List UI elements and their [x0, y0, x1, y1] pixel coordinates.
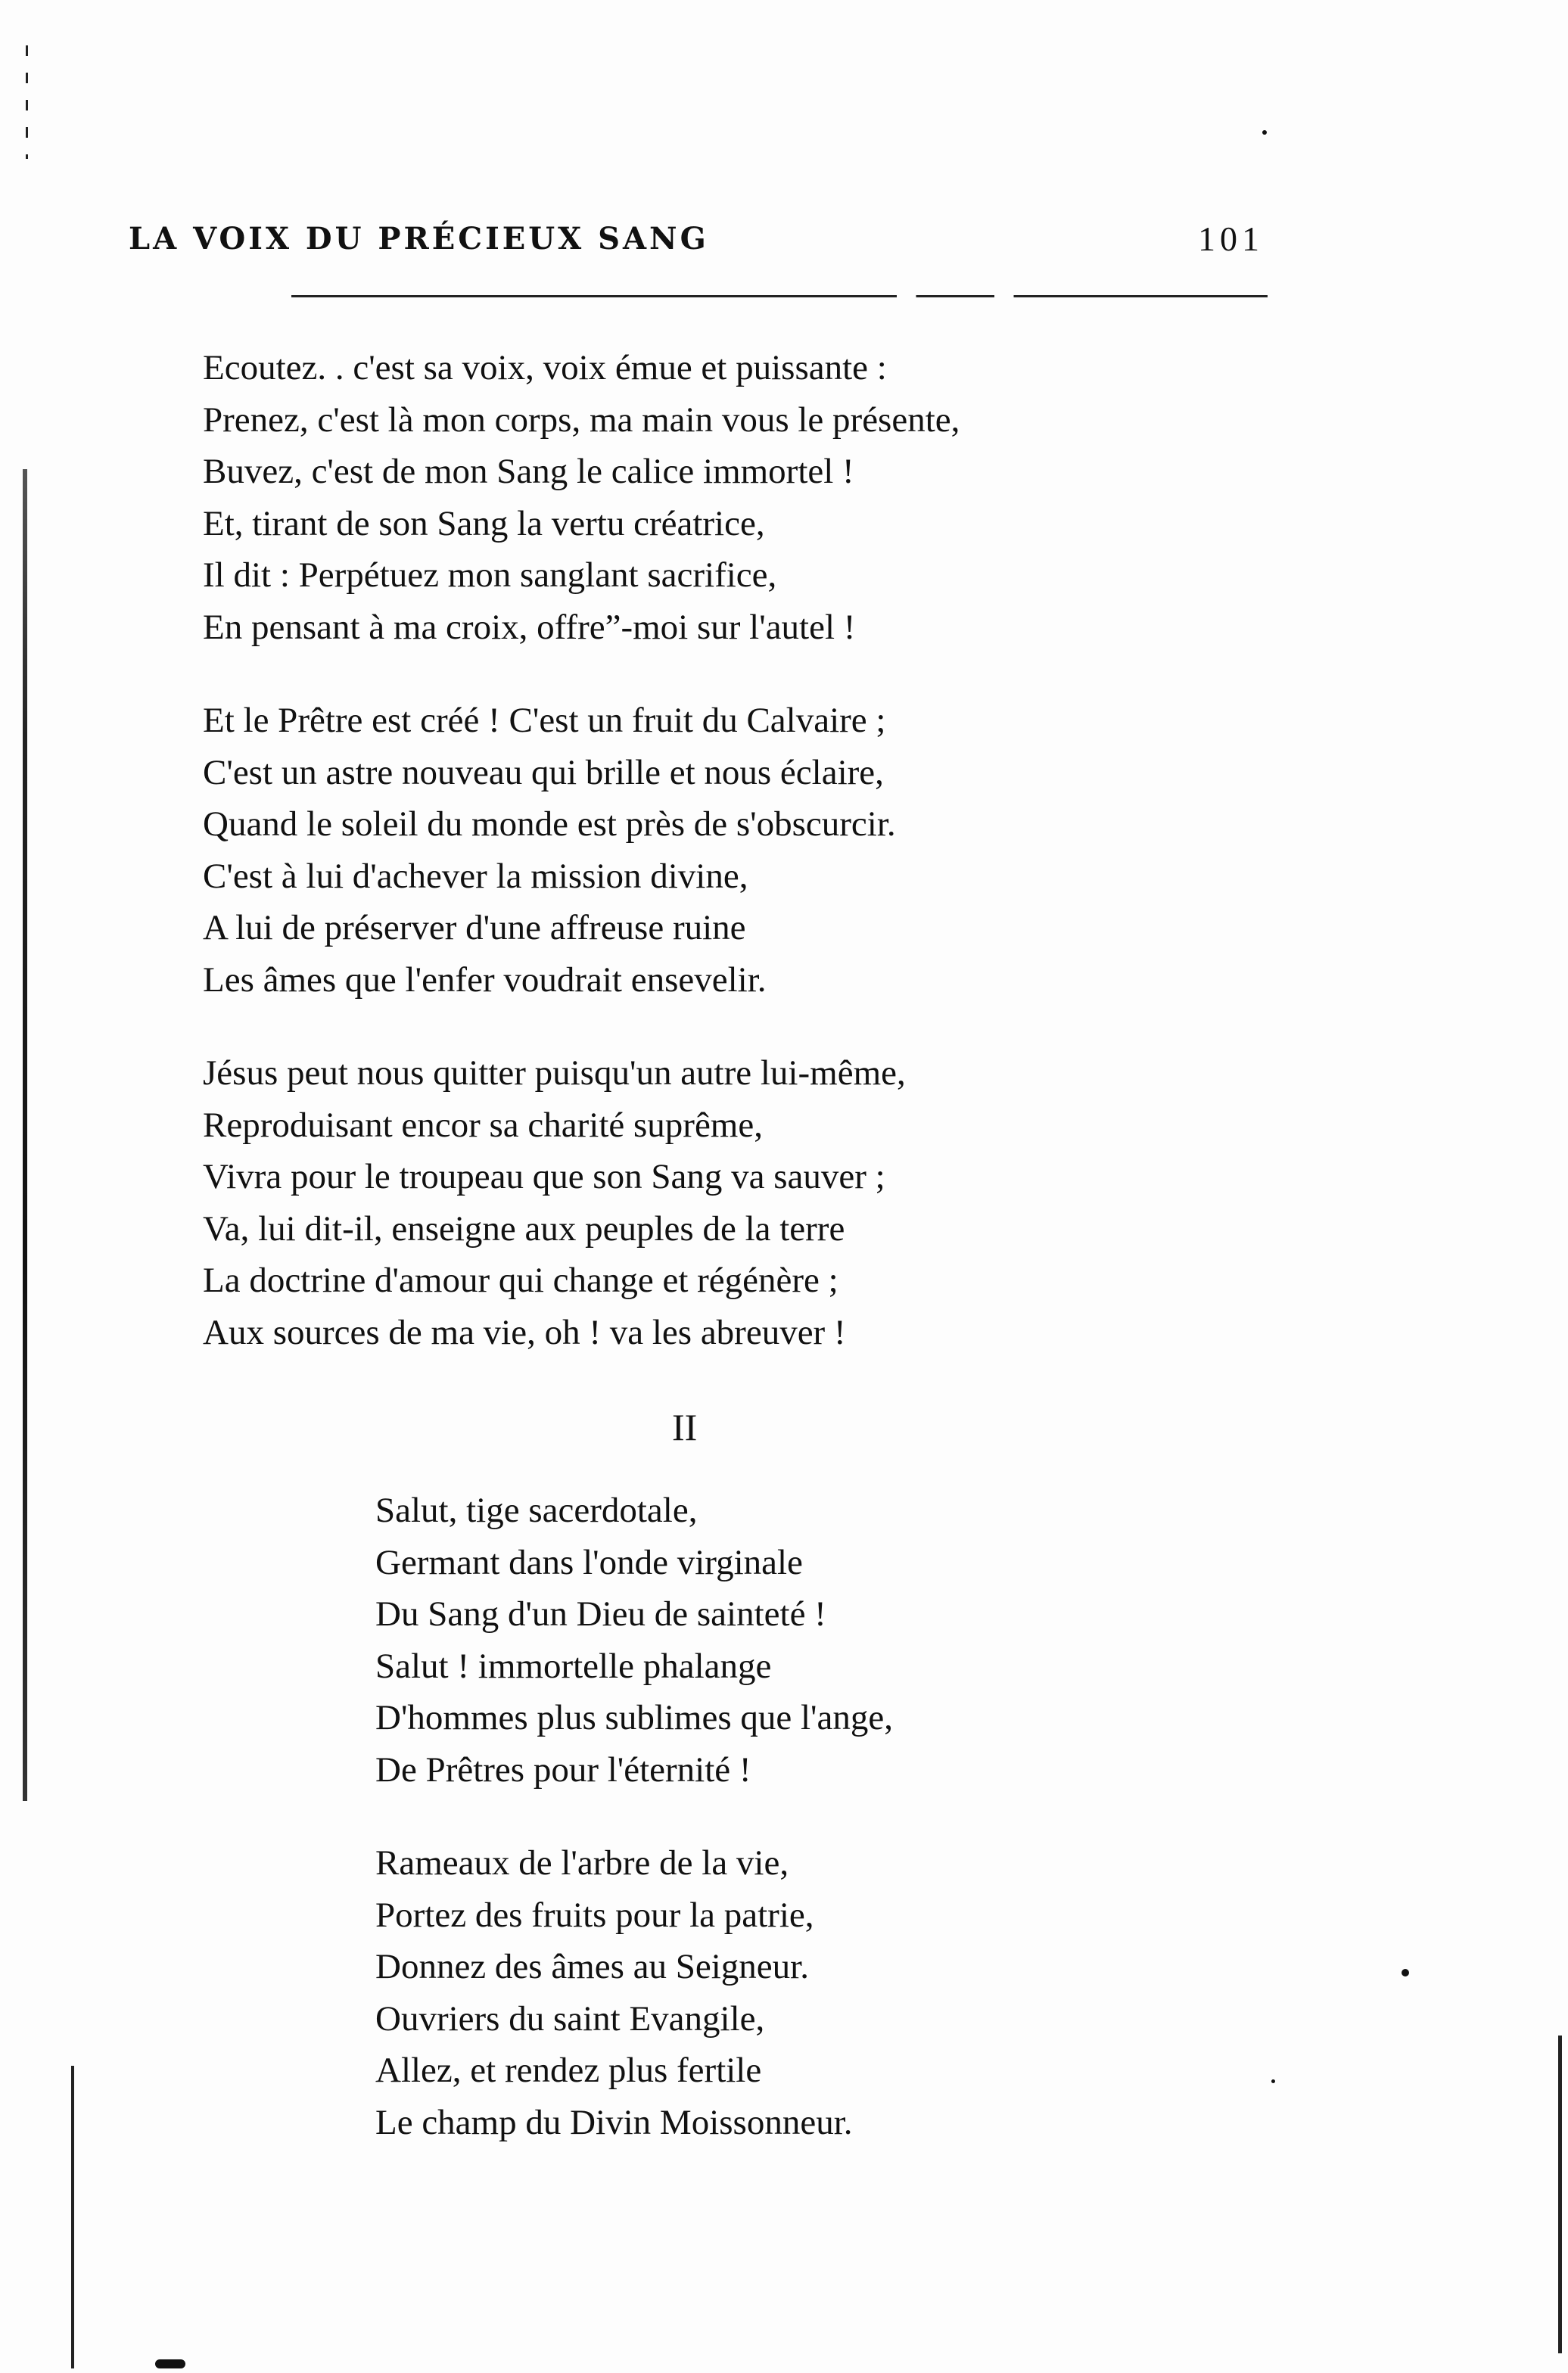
scan-edge-mark: [1558, 2036, 1562, 2353]
scan-speck: [1402, 1969, 1409, 1976]
scan-edge-mark: [71, 2066, 74, 2368]
scan-edge-mark: [23, 469, 27, 1801]
verse-line: Allez, et rendez plus fertile: [375, 2051, 762, 2090]
verse-line: Il dit : Perpétuez mon sanglant sacrifice,: [203, 555, 777, 595]
stanza: [203, 342, 960, 653]
verse-line: Du Sang d'un Dieu de sainteté !: [375, 1594, 826, 1634]
scan-speck: [1262, 130, 1267, 135]
section-number: II: [672, 1406, 698, 1448]
verse-line: Prenez, c'est là mon corps, ma main vous le présente,: [203, 400, 960, 440]
verse-line: C'est à lui d'achever la mission divine,: [203, 856, 748, 896]
verse-line: Portez des fruits pour la patrie,: [375, 1895, 814, 1935]
verse-line: Ouvriers du saint Evangile,: [375, 1998, 765, 2039]
verse-line: En pensant à ma croix, offreˮ-moi sur l'autel !: [203, 607, 856, 647]
verse-line: A lui de préserver d'une affreuse ruine: [203, 908, 746, 947]
verse-line: Aux sources de ma vie, oh ! va les abreuver !: [203, 1312, 846, 1352]
stanza: [375, 1485, 893, 1796]
stanza: [375, 1837, 853, 2148]
verse-line: Ecoutez. . c'est sa voix, voix émue et puissante :: [203, 348, 887, 387]
verse-line: Quand le soleil du monde est près de s'obscurcir.: [203, 804, 896, 844]
stanza: [203, 1047, 906, 1358]
page-number: 101: [1198, 219, 1264, 258]
verse-line: Reproduisant encor sa charité suprême,: [203, 1105, 763, 1145]
scan-edge-mark: [26, 45, 28, 159]
verse-line: C'est un astre nouveau qui brille et nous éclaire,: [203, 752, 884, 792]
verse-line: La doctrine d'amour qui change et régénère ;: [203, 1261, 838, 1300]
verse-line: Et, tirant de son Sang la vertu créatrice,: [203, 503, 765, 543]
verse-line: Salut, tige sacerdotale,: [375, 1491, 698, 1530]
header-rule: [291, 295, 1268, 297]
stanza: [203, 695, 896, 1006]
verse-line: Et le Prêtre est créé ! C'est un fruit du Calvaire ;: [203, 701, 886, 740]
verse-line: Le champ du Divin Moissonneur.: [375, 2102, 853, 2142]
verse-line: Buvez, c'est de mon Sang le calice immortel !: [203, 452, 854, 491]
verse-line: Salut ! immortelle phalange: [375, 1646, 772, 1686]
verse-line: Jésus peut nous quitter puisqu'un autre lui-même,: [203, 1053, 906, 1093]
verse-line: Vivra pour le troupeau que son Sang va sauver ;: [203, 1157, 885, 1196]
verse-line: Germant dans l'onde virginale: [375, 1542, 803, 1582]
verse-line: De Prêtres pour l'éternité !: [375, 1749, 751, 1790]
scan-speck: [1271, 2079, 1275, 2083]
verse-line: Les âmes que l'enfer voudrait ensevelir.: [203, 959, 767, 1000]
running-header: [129, 216, 1264, 262]
verse-line: D'hommes plus sublimes que l'ange,: [375, 1698, 894, 1737]
verse-line: Rameaux de l'arbre de la vie,: [375, 1843, 789, 1883]
verse-line: Donnez des âmes au Seigneur.: [375, 1947, 809, 1986]
running-title: LA VOIX DU PRÉCIEUX SANG: [129, 221, 709, 257]
verse-line: Va, lui dit-il, enseigne aux peuples de la terre: [203, 1208, 845, 1249]
scan-speck: [155, 2359, 185, 2368]
